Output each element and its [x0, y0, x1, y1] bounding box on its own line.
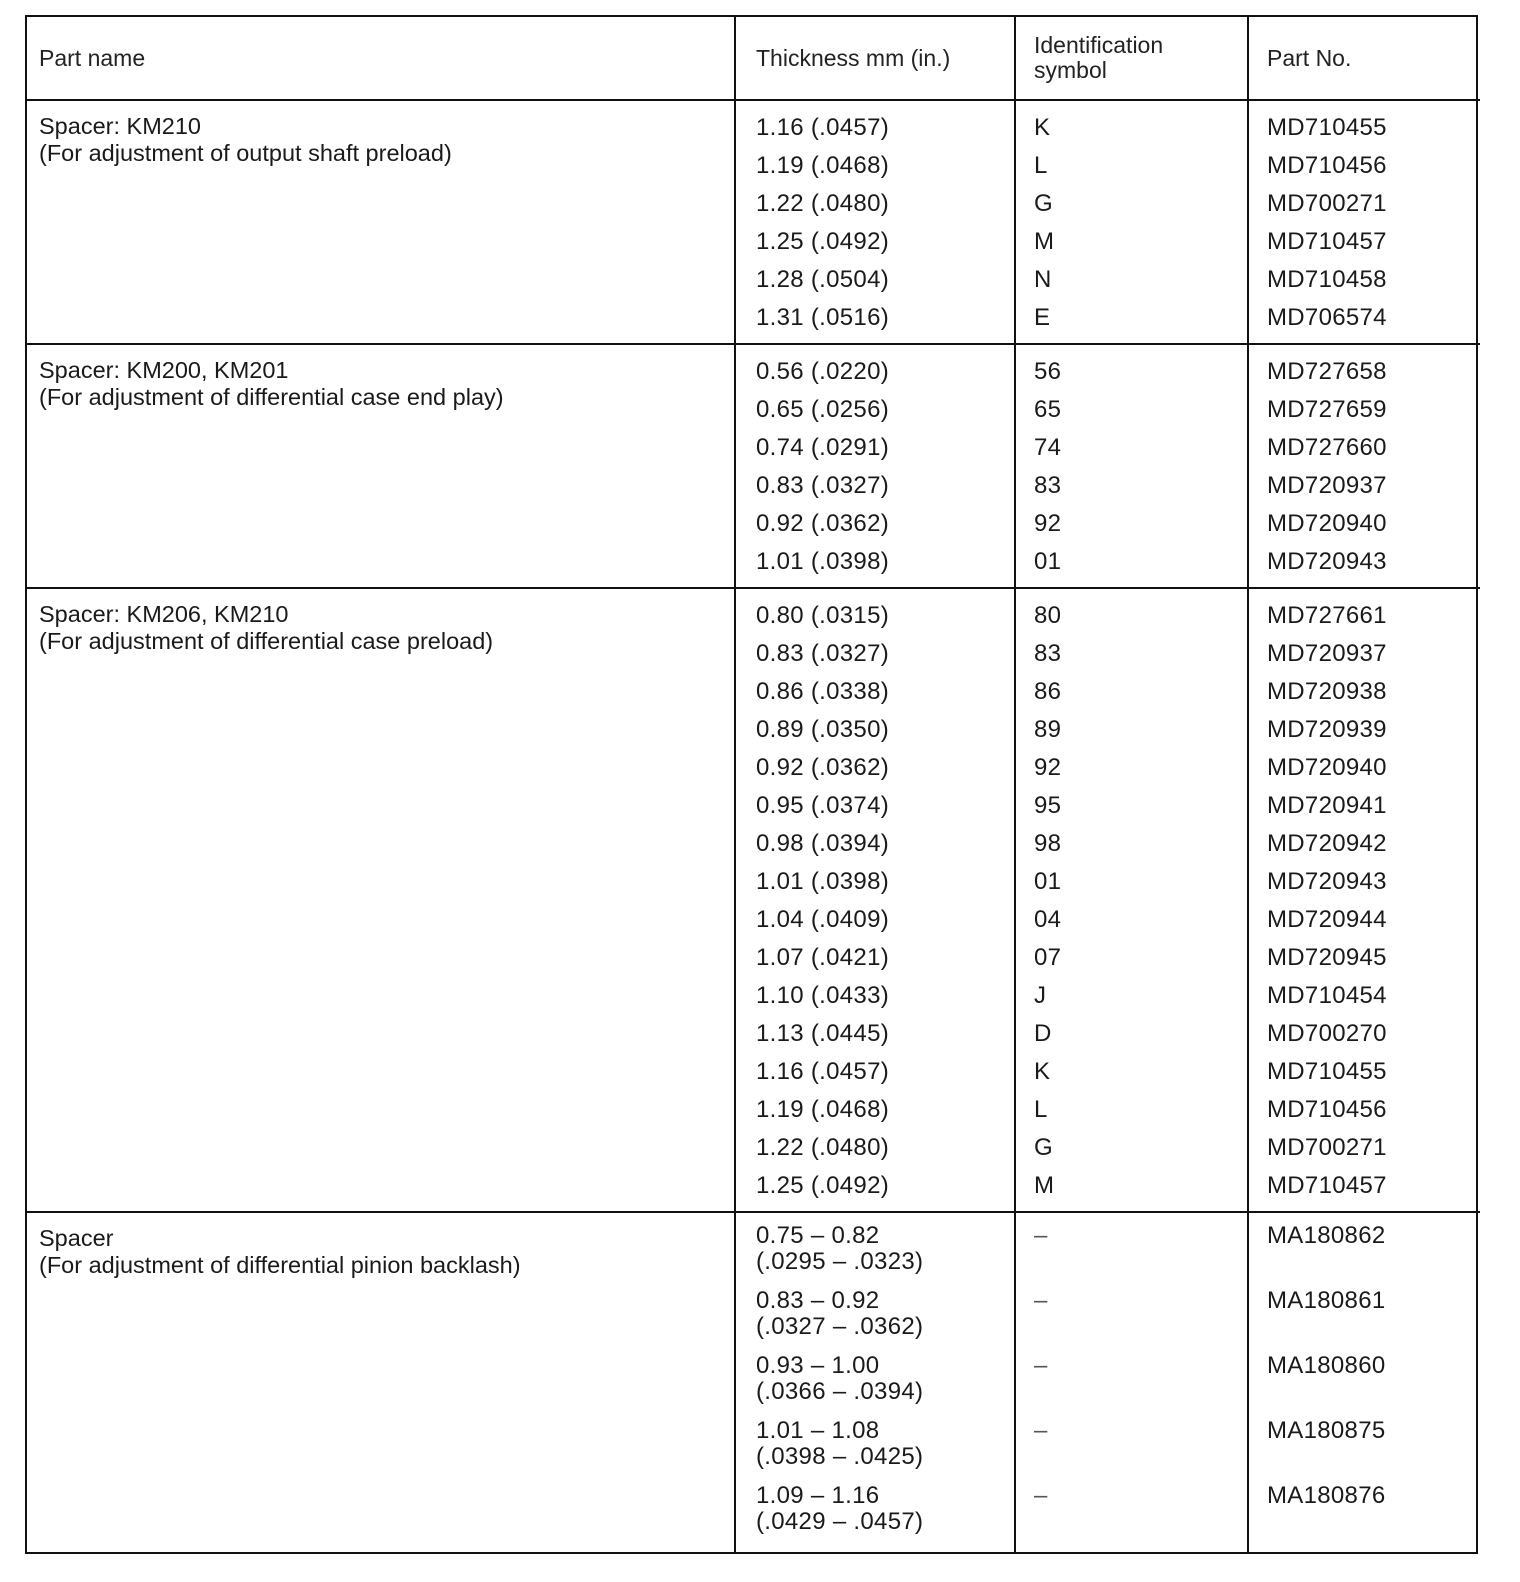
group-row: [27, 588, 1480, 1212]
thickness-range-mm: 0.75 – 0.82: [756, 1222, 880, 1249]
symbol-dash: –: [1034, 1352, 1048, 1379]
part-no-value: MD710457: [1267, 228, 1387, 255]
thickness-list: [736, 589, 1014, 1211]
part-no-value: MD720943: [1267, 548, 1387, 575]
header-identification-line2: symbol: [1034, 57, 1107, 83]
symbol-dash: –: [1034, 1287, 1048, 1314]
part-no-cell: [1248, 1212, 1480, 1552]
part-name-cell: [27, 344, 735, 588]
part-no-list: [1249, 1213, 1480, 1552]
thickness-value: 0.89 (.0350): [756, 716, 890, 743]
thickness-value: 1.22 (.0480): [756, 190, 890, 217]
symbol-value: 83: [1034, 640, 1062, 667]
symbol-value: G: [1034, 190, 1053, 217]
symbol-value: M: [1034, 228, 1055, 255]
symbol-value: 92: [1034, 754, 1062, 781]
thickness-value: 0.80 (.0315): [756, 602, 890, 629]
part-name-title: Spacer: [39, 1225, 114, 1251]
part-no-value: MD700271: [1267, 1134, 1387, 1161]
thickness-range: [736, 1481, 1014, 1546]
symbol-value: L: [1034, 152, 1048, 179]
part-no-value: MA180875: [1267, 1417, 1386, 1444]
symbol-dash: –: [1034, 1482, 1048, 1509]
thickness-value: 1.16 (.0457): [756, 1058, 890, 1085]
thickness-value: 1.25 (.0492): [756, 228, 890, 255]
header-row: [27, 17, 1480, 100]
part-no-value: MD720945: [1267, 944, 1387, 971]
part-no-value: MD720943: [1267, 868, 1387, 895]
symbol-value: 01: [1034, 868, 1062, 895]
symbol-value: M: [1034, 1172, 1055, 1199]
part-no-value: MA180861: [1267, 1287, 1386, 1314]
symbol-value: 65: [1034, 396, 1062, 423]
group-row: [27, 344, 1480, 588]
group-row: [27, 1212, 1480, 1552]
header-part-name: Part name: [27, 17, 735, 100]
thickness-value: 0.92 (.0362): [756, 510, 890, 537]
symbol-value: [1016, 1351, 1247, 1416]
part-no-value: MD720944: [1267, 906, 1387, 933]
thickness-range-mm: 1.09 – 1.16: [756, 1482, 880, 1509]
thickness-cell: [735, 100, 1015, 344]
part-no-list: [1249, 589, 1480, 1211]
thickness-value: 1.22 (.0480): [756, 1134, 890, 1161]
thickness-value: 1.31 (.0516): [756, 304, 890, 331]
symbol-list: [1016, 1213, 1247, 1552]
symbol-cell: [1015, 344, 1248, 588]
symbol-value: 98: [1034, 830, 1062, 857]
part-no-list: [1249, 345, 1480, 587]
part-no-value: MD727659: [1267, 396, 1387, 423]
part-name-note: (For adjustment of differential pinion backlash): [39, 1252, 521, 1278]
part-no-list: [1249, 101, 1480, 343]
thickness-range: [736, 1286, 1014, 1351]
part-no-value: MD710456: [1267, 1096, 1387, 1123]
symbol-value: J: [1034, 982, 1047, 1009]
spacer-parts-table: [27, 17, 1480, 1552]
symbol-value: E: [1034, 304, 1051, 331]
symbol-cell: [1015, 1212, 1248, 1552]
thickness-range: [736, 1221, 1014, 1286]
group-differential-case-end-play: [27, 344, 1480, 588]
thickness-list: [736, 101, 1014, 343]
thickness-cell: [735, 1212, 1015, 1552]
symbol-value: G: [1034, 1134, 1053, 1161]
part-no-value: MD700270: [1267, 1020, 1387, 1047]
part-no-value: MD720940: [1267, 754, 1387, 781]
thickness-value: 0.56 (.0220): [756, 358, 890, 385]
thickness-value: 0.65 (.0256): [756, 396, 890, 423]
thickness-value: 0.83 (.0327): [756, 640, 890, 667]
thickness-value: 0.74 (.0291): [756, 434, 890, 461]
symbol-value: 92: [1034, 510, 1062, 537]
thickness-range-in: (.0429 – .0457): [756, 1508, 924, 1535]
symbol-list: [1016, 345, 1247, 587]
thickness-value: 1.28 (.0504): [756, 266, 890, 293]
header-identification-symbol: [1015, 17, 1248, 100]
symbol-list: [1016, 101, 1247, 343]
symbol-value: N: [1034, 266, 1052, 293]
part-no-value: MD720942: [1267, 830, 1387, 857]
table-header: [27, 17, 1480, 100]
thickness-value: 1.25 (.0492): [756, 1172, 890, 1199]
symbol-value: 89: [1034, 716, 1062, 743]
symbol-cell: [1015, 100, 1248, 344]
thickness-value: 1.04 (.0409): [756, 906, 890, 933]
symbol-value: 07: [1034, 944, 1062, 971]
part-name-title: Spacer: KM200, KM201: [39, 357, 289, 383]
part-no-value: MD710458: [1267, 266, 1387, 293]
thickness-cell: [735, 588, 1015, 1212]
symbol-value: [1016, 1286, 1247, 1351]
symbol-value: 74: [1034, 434, 1062, 461]
thickness-value: 0.95 (.0374): [756, 792, 890, 819]
thickness-range-in: (.0327 – .0362): [756, 1313, 924, 1340]
thickness-list: [736, 1213, 1014, 1552]
thickness-range-in: (.0366 – .0394): [756, 1378, 924, 1405]
symbol-value: L: [1034, 1096, 1048, 1123]
part-name-title: Spacer: KM210: [39, 113, 201, 139]
symbol-value: 56: [1034, 358, 1062, 385]
part-no-cell: [1248, 588, 1480, 1212]
thickness-value: 1.13 (.0445): [756, 1020, 890, 1047]
group-differential-pinion-backlash: [27, 1212, 1480, 1552]
part-no-value: MA180876: [1267, 1482, 1386, 1509]
thickness-value: 1.19 (.0468): [756, 1096, 890, 1123]
part-no-value: MD710456: [1267, 152, 1387, 179]
part-no-value: MD727661: [1267, 602, 1387, 629]
part-no-value: MD727660: [1267, 434, 1387, 461]
symbol-value: [1016, 1416, 1247, 1481]
part-no-value: MD710454: [1267, 982, 1387, 1009]
symbol-value: K: [1034, 114, 1051, 141]
header-identification-line1: Identification: [1034, 32, 1164, 58]
part-name-title: Spacer: KM206, KM210: [39, 601, 289, 627]
symbol-dash: –: [1034, 1417, 1048, 1444]
thickness-value: 0.83 (.0327): [756, 472, 890, 499]
symbol-value: 80: [1034, 602, 1062, 629]
symbol-value: 01: [1034, 548, 1062, 575]
thickness-value: 1.01 (.0398): [756, 868, 890, 895]
thickness-value: 1.16 (.0457): [756, 114, 890, 141]
thickness-cell: [735, 344, 1015, 588]
part-no-value: MD720937: [1267, 640, 1387, 667]
symbol-value: K: [1034, 1058, 1051, 1085]
part-no-value: MD720938: [1267, 678, 1387, 705]
part-no-value: MD720939: [1267, 716, 1387, 743]
thickness-value: 0.98 (.0394): [756, 830, 890, 857]
part-no-value: MD720941: [1267, 792, 1387, 819]
symbol-value: 83: [1034, 472, 1062, 499]
part-no-value: MD706574: [1267, 304, 1387, 331]
part-no-value: MD710455: [1267, 114, 1387, 141]
thickness-value: 1.19 (.0468): [756, 152, 890, 179]
part-no-value: MA180862: [1267, 1222, 1386, 1249]
header-thickness: Thickness mm (in.): [735, 17, 1015, 100]
part-no-value: MD710455: [1267, 1058, 1387, 1085]
symbol-dash: –: [1034, 1222, 1048, 1249]
symbol-value: 86: [1034, 678, 1062, 705]
thickness-value: 1.10 (.0433): [756, 982, 890, 1009]
part-name-note: (For adjustment of output shaft preload): [39, 140, 452, 166]
symbol-value: 04: [1034, 906, 1062, 933]
thickness-range: [736, 1351, 1014, 1416]
part-name-note: (For adjustment of differential case preload): [39, 628, 494, 654]
symbol-value: 95: [1034, 792, 1062, 819]
thickness-value: 1.01 (.0398): [756, 548, 890, 575]
symbol-list: [1016, 589, 1247, 1211]
symbol-value: D: [1034, 1020, 1052, 1047]
part-name-cell: [27, 100, 735, 344]
part-no-cell: [1248, 100, 1480, 344]
part-name-cell: [27, 588, 735, 1212]
thickness-range-in: (.0295 – .0323): [756, 1248, 924, 1275]
part-no-value: MD720937: [1267, 472, 1387, 499]
thickness-range: [736, 1416, 1014, 1481]
symbol-cell: [1015, 588, 1248, 1212]
thickness-range-in: (.0398 – .0425): [756, 1443, 924, 1470]
thickness-range-mm: 0.83 – 0.92: [756, 1287, 880, 1314]
part-name-cell: [27, 1212, 735, 1552]
header-part-no: Part No.: [1248, 17, 1480, 100]
part-name-note: (For adjustment of differential case end play): [39, 384, 504, 410]
group-row: [27, 100, 1480, 344]
thickness-value: 1.07 (.0421): [756, 944, 890, 971]
group-output-shaft-preload: [27, 100, 1480, 344]
part-no-value: MD720940: [1267, 510, 1387, 537]
thickness-list: [736, 345, 1014, 587]
group-differential-case-preload: [27, 588, 1480, 1212]
part-no-value: MD727658: [1267, 358, 1387, 385]
thickness-value: 0.86 (.0338): [756, 678, 890, 705]
symbol-value: [1016, 1221, 1247, 1286]
part-no-cell: [1248, 344, 1480, 588]
thickness-value: 0.92 (.0362): [756, 754, 890, 781]
part-no-value: MD700271: [1267, 190, 1387, 217]
thickness-range-mm: 0.93 – 1.00: [756, 1352, 880, 1379]
spacer-parts-sheet: [25, 15, 1478, 1554]
symbol-value: [1016, 1481, 1247, 1546]
thickness-range-mm: 1.01 – 1.08: [756, 1417, 880, 1444]
part-no-value: MD710457: [1267, 1172, 1387, 1199]
part-no-value: MA180860: [1267, 1352, 1386, 1379]
